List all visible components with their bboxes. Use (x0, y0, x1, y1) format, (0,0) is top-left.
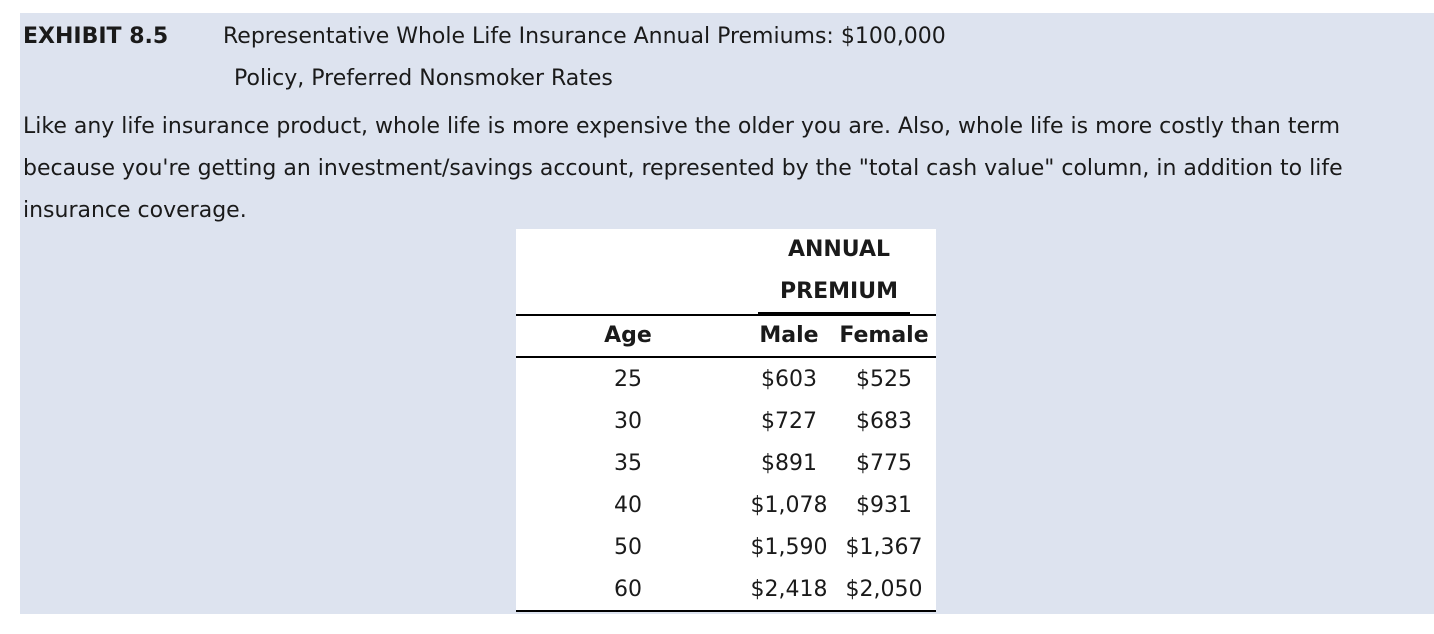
row-male-cell: $1,590 (750, 535, 828, 560)
row-female-cell: $1,367 (845, 535, 923, 560)
row-age-cell: 40 (614, 493, 642, 518)
premium-table (516, 229, 936, 612)
row-female-cell: $2,050 (845, 577, 923, 602)
row-female-cell: $525 (856, 367, 912, 392)
row-age-cell: 35 (614, 451, 642, 476)
header-top-rule (516, 314, 936, 316)
column-header-male: Male (759, 323, 819, 348)
row-female-cell: $775 (856, 451, 912, 476)
row-female-cell: $683 (856, 409, 912, 434)
exhibit-title-line-1: Representative Whole Life Insurance Annual Premiums: $100,000 (223, 24, 946, 49)
row-male-cell: $603 (761, 367, 817, 392)
group-header-annual: ANNUAL (787, 237, 891, 262)
row-female-cell: $931 (856, 493, 912, 518)
row-age-cell: 50 (614, 535, 642, 560)
exhibit-label: EXHIBIT 8.5 (23, 24, 169, 49)
column-header-age: Age (604, 323, 652, 348)
row-male-cell: $891 (761, 451, 817, 476)
row-male-cell: $1,078 (750, 493, 828, 518)
column-header-female: Female (839, 323, 929, 348)
exhibit-title-line-2: Policy, Preferred Nonsmoker Rates (234, 66, 613, 91)
row-male-cell: $2,418 (750, 577, 828, 602)
header-bottom-rule (516, 356, 936, 358)
row-age-cell: 25 (614, 367, 642, 392)
group-header-premium: PREMIUM (780, 279, 898, 304)
row-age-cell: 30 (614, 409, 642, 434)
exhibit-description: Like any life insurance product, whole life is more expensive the older you are. Also, whole life is more costly than term because you're getting an investment/savings account, represented by the "total cash value" column, in addition to life insurance coverage. (23, 114, 1343, 223)
row-male-cell: $727 (761, 409, 817, 434)
table-bottom-rule (516, 610, 936, 612)
row-age-cell: 60 (614, 577, 642, 602)
